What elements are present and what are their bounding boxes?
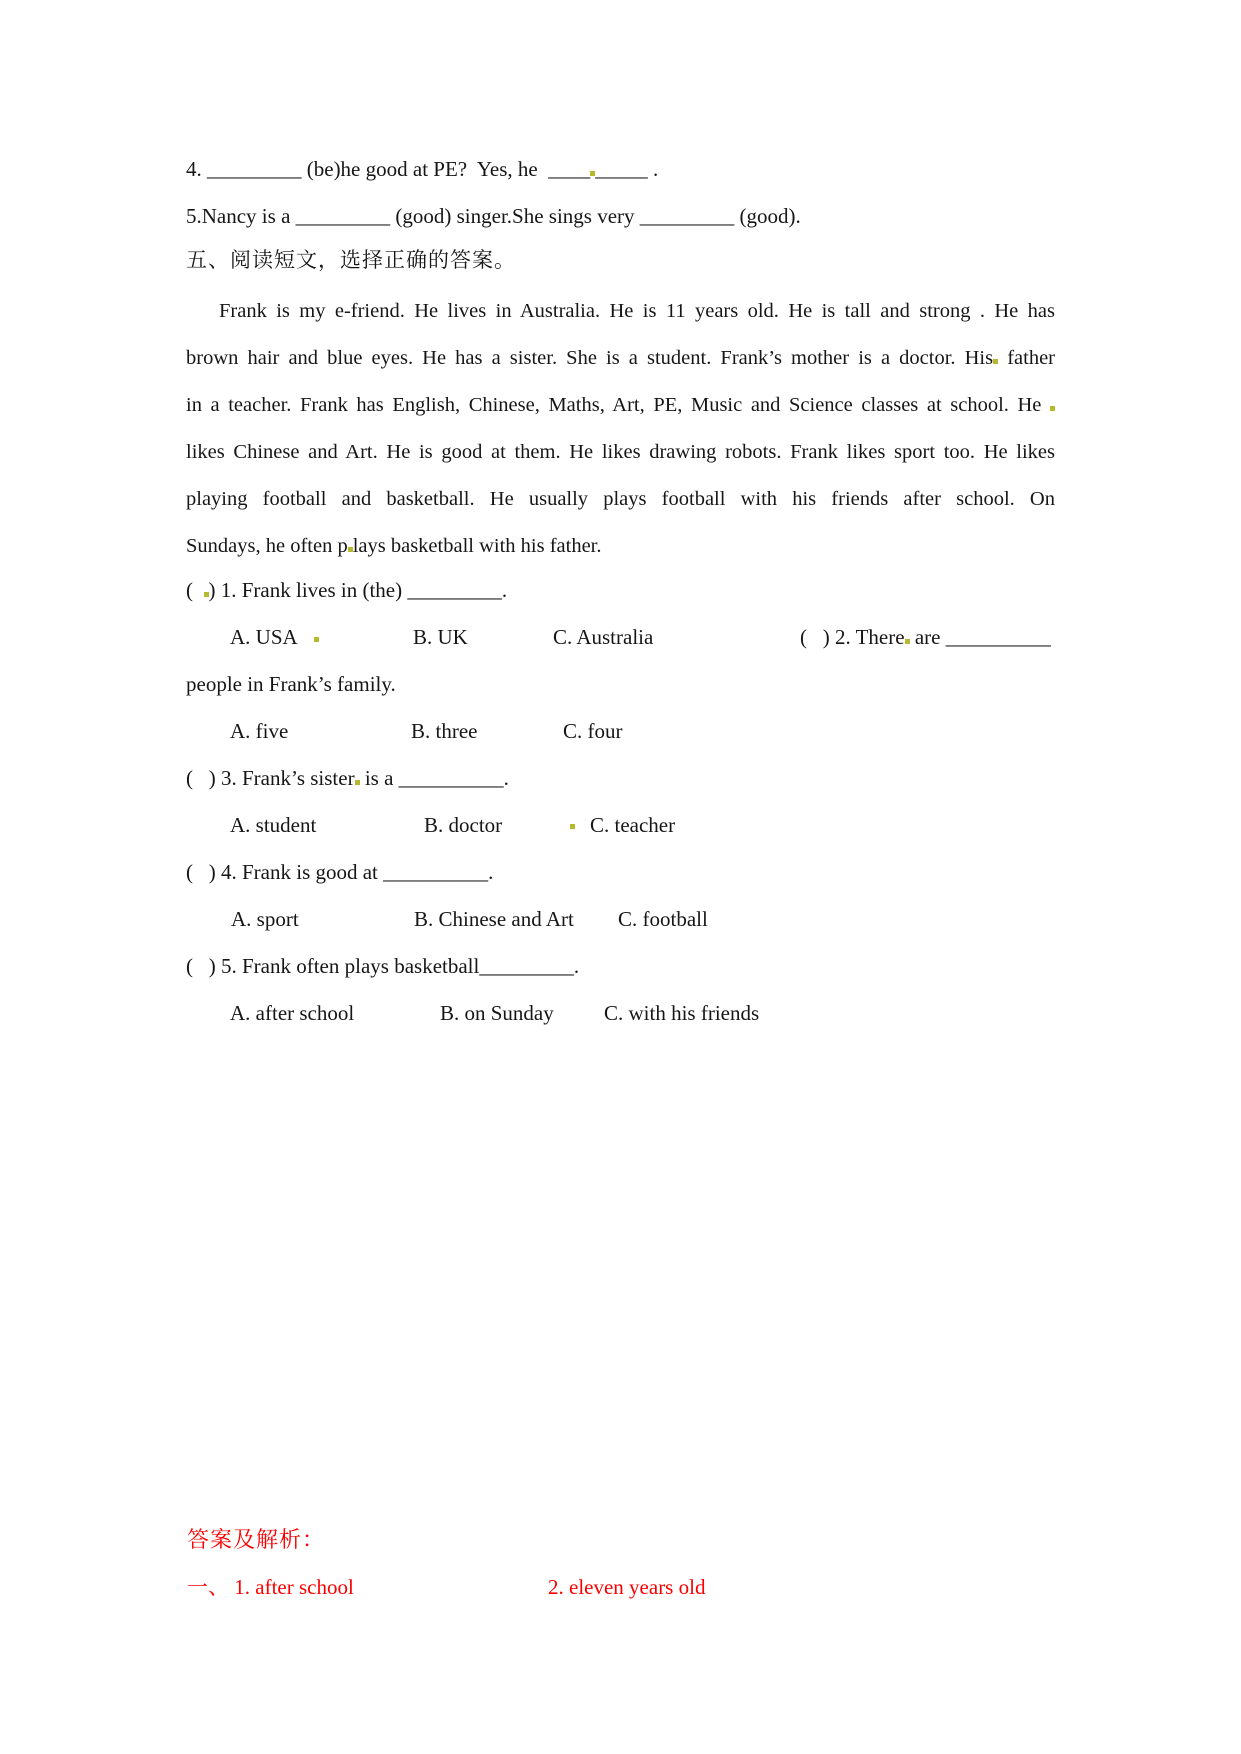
question-3-text-post: is a __________. — [359, 766, 509, 790]
annotation-dot-icon — [314, 637, 319, 642]
section-5-heading-text: 五、阅读短文，选择正确的答案。 — [186, 248, 516, 272]
passage-line-4-text: likes Chinese and Art. He is good at them. He likes drawing robots. Frank likes sport too. He likes — [186, 441, 1055, 463]
q1-option-c — [553, 624, 653, 650]
section-5-heading — [186, 247, 516, 273]
passage-line-6 — [186, 523, 1055, 570]
q1-option-a-text: A. USA — [230, 625, 298, 649]
q5-option-b — [440, 1000, 554, 1026]
q3-option-a-text: A. student — [230, 813, 317, 837]
passage-line-5-text: playing football and basketball. He usually plays football with his friends after school. On — [186, 488, 1055, 510]
question-4 — [186, 859, 493, 885]
answers-row-1-item-2 — [548, 1574, 705, 1600]
question-1-text: ) 1. Frank lives in (the) _________. — [208, 578, 508, 602]
q4-option-c-text: C. football — [618, 907, 708, 931]
fill-item-4-text-pre: 4. _________ (be)he good at PE? Yes, he ____ — [186, 157, 591, 181]
passage-line-1-text: Frank is my e-friend. He lives in Australia. He is 11 years old. He is tall and strong . He has — [219, 300, 1055, 322]
passage-line-2-text: brown hair and blue eyes. He has a sister. She is a student. Frank’s mother is a doctor. His — [186, 347, 994, 369]
q3-option-b — [424, 812, 502, 838]
passage-line-1 — [186, 288, 1055, 335]
question-2-continued — [186, 671, 396, 697]
answers-row-1-item-2-text: 2. eleven years old — [548, 1575, 706, 1599]
q1-option-b — [413, 624, 468, 650]
fill-item-4-text-post: _____ . — [595, 157, 659, 181]
q3-option-a — [230, 812, 316, 838]
q4-option-c — [618, 906, 708, 932]
q4-option-a-text: A. sport — [231, 907, 299, 931]
passage-line-6-text-cont: lays basketball with his father. — [352, 535, 602, 557]
q5-option-a-text: A. after school — [230, 1001, 355, 1025]
question-5 — [186, 953, 579, 979]
annotation-dot-icon — [1050, 406, 1055, 411]
fill-item-4 — [186, 156, 658, 182]
question-2-text-post: are __________ — [909, 625, 1051, 649]
passage-line-6-text: Sundays, he often p — [186, 535, 348, 557]
question-3-text-pre: ( ) 3. Frank’s sister — [186, 766, 355, 790]
answers-heading-text: 答案及解析： — [187, 1527, 326, 1552]
q2-option-c-text: C. four — [563, 719, 623, 743]
q5-option-b-text: B. on Sunday — [440, 1001, 554, 1025]
q4-option-a — [231, 906, 299, 932]
q2-option-b — [411, 718, 477, 744]
question-3 — [186, 765, 509, 791]
question-5-text: ( ) 5. Frank often plays basketball_________. — [186, 954, 580, 978]
passage-line-2-text-cont: father — [998, 347, 1056, 369]
fill-item-5 — [186, 203, 801, 229]
passage-line-3-text: in a teacher. Frank has English, Chinese, Maths, Art, PE, Music and Science classes at school. He — [186, 394, 1050, 416]
q5-option-a — [230, 1000, 354, 1026]
answers-row-1-text: 一、 1. after school — [187, 1575, 354, 1599]
q4-option-b-text: B. Chinese and Art — [414, 907, 574, 931]
answers-heading — [187, 1527, 325, 1553]
q5-option-c-text: C. with his friends — [604, 1001, 760, 1025]
question-1-paren: ( — [186, 578, 204, 602]
passage-line-5 — [186, 476, 1055, 523]
fill-item-5-text: 5.Nancy is a _________ (good) singer.She sings very _________ (good). — [186, 204, 801, 228]
question-2-text-pre: ( ) 2. There — [800, 625, 905, 649]
q5-option-c — [604, 1000, 759, 1026]
q4-option-b — [414, 906, 574, 932]
question-4-text: ( ) 4. Frank is good at __________. — [186, 860, 494, 884]
answers-row-1 — [187, 1574, 354, 1600]
q1-option-a — [230, 624, 298, 650]
q1-option-b-text: B. UK — [413, 625, 468, 649]
q3-option-b-text: B. doctor — [424, 813, 503, 837]
question-2 — [800, 624, 1051, 650]
passage-line-3 — [186, 382, 1055, 429]
q2-option-c — [563, 718, 623, 744]
question-1 — [186, 577, 507, 603]
q3-option-c — [590, 812, 675, 838]
q2-option-a-text: A. five — [230, 719, 289, 743]
annotation-dot-icon — [570, 824, 575, 829]
question-2-continued-text: people in Frank’s family. — [186, 672, 396, 696]
q3-option-c-text: C. teacher — [590, 813, 676, 837]
reading-passage — [186, 288, 1055, 570]
q2-option-a — [230, 718, 288, 744]
passage-line-2 — [186, 335, 1055, 382]
passage-line-4 — [186, 429, 1055, 476]
q2-option-b-text: B. three — [411, 719, 478, 743]
q1-option-c-text: C. Australia — [553, 625, 654, 649]
